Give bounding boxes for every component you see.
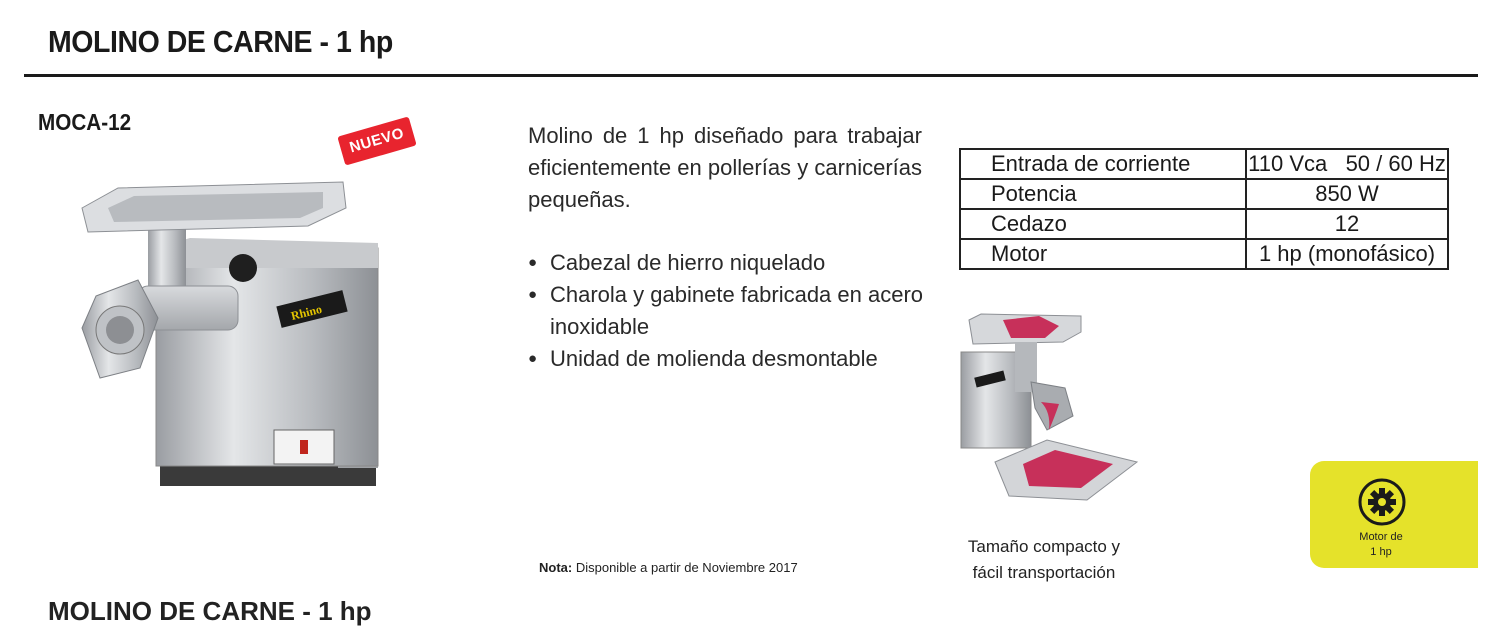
bullet-icon: ● [528,350,538,367]
svg-text:Rhino: Rhino [289,301,324,324]
model-code: MOCA-12 [38,109,132,135]
table-row: Potencia 850 W [960,179,1448,209]
list-item: ● Unidad de molienda desmontable [528,343,928,375]
list-item: ● Charola y gabinete fabricada en acero inoxidable [528,279,928,343]
meat-grinder-image [78,168,398,513]
gear-icon [1357,477,1407,527]
new-badge: NUEVO [337,116,416,165]
feature-list [528,247,928,375]
page-title: MOLINO DE CARNE - 1 hp [48,24,393,59]
bullet-icon: ● [528,254,538,271]
next-section-title: MOLINO DE CARNE - 1 hp [48,596,372,626]
specs-table [959,148,1449,270]
table-row: Entrada de corriente 110 Vca 50 / 60 Hz [960,149,1448,179]
grinder-in-use-image [955,312,1145,527]
list-item: ● Cabezal de hierro niquelado [528,247,928,279]
bullet-icon: ● [528,286,538,303]
motor-badge-label: Motor de 1 hp [1359,531,1403,558]
title-divider [24,74,1478,77]
table-row: Motor 1 hp (monofásico) [960,239,1448,269]
image-caption: Tamaño compacto y fácil transportación [967,537,1121,582]
availability-note: Nota: Disponible a partir de Noviembre 2017 [539,560,798,575]
table-row: Cedazo 12 [960,209,1448,239]
product-description: Molino de 1 hp diseñado para trabajar eficientemente en pollerías y carnicerías pequeñas. [528,123,922,212]
